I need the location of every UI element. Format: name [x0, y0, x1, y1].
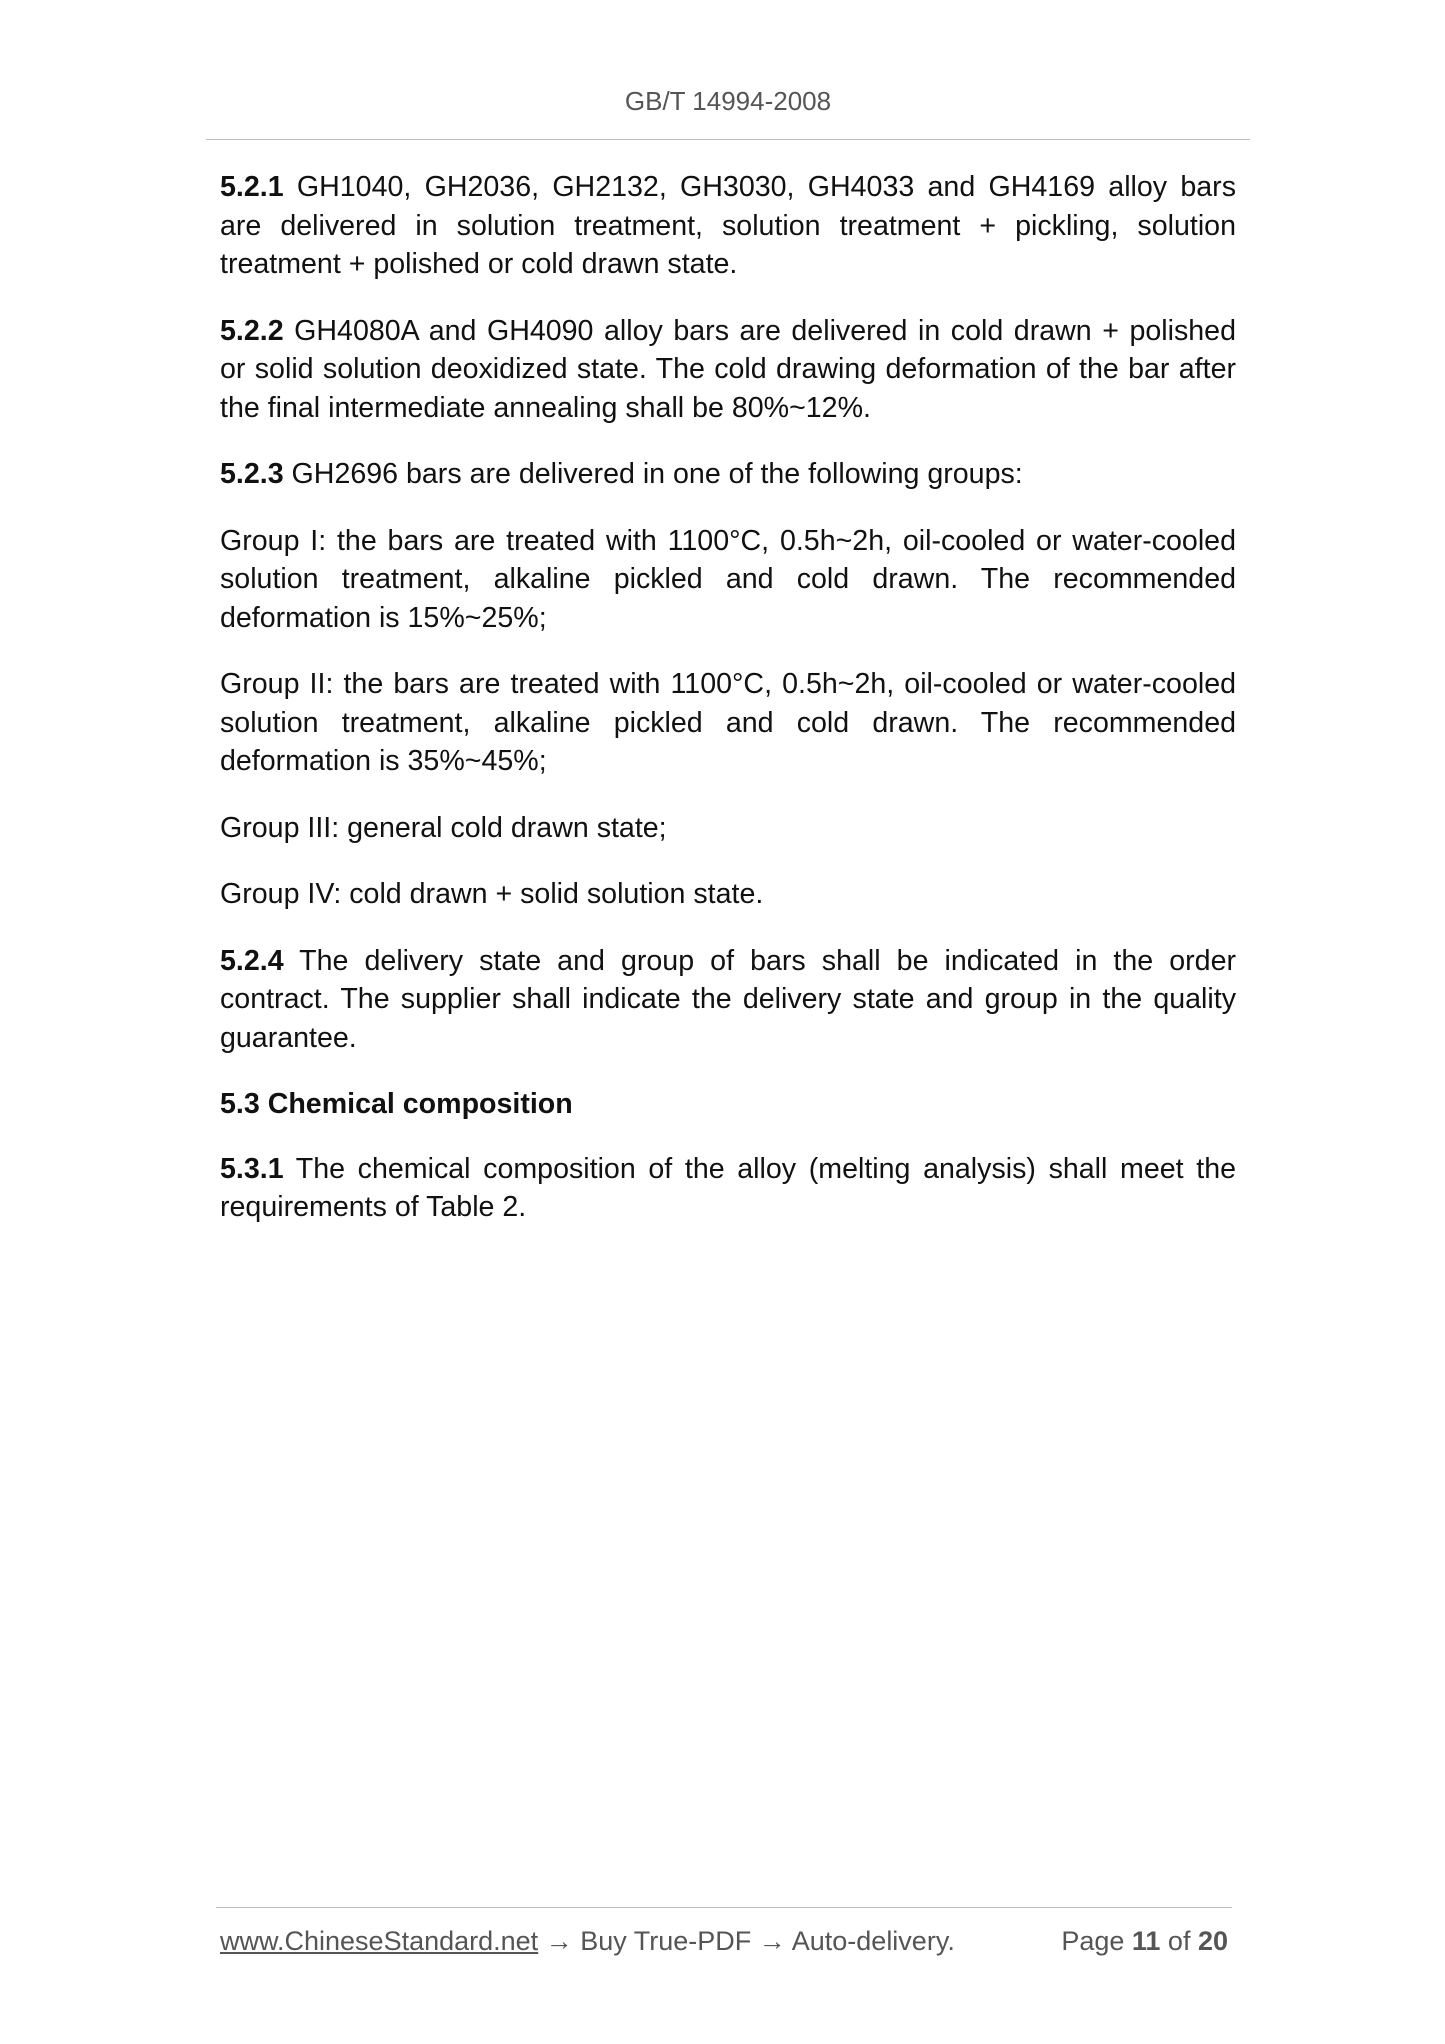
paragraph-5-2-1: [220, 168, 1236, 284]
footer-tagline: → Buy True-PDF → Auto-delivery.: [538, 1926, 955, 1956]
clause-number: 5.2.1: [220, 171, 284, 203]
section-heading-5-3: 5.3 Chemical composition: [220, 1088, 573, 1120]
page-header: [206, 86, 1250, 117]
footer-divider: [216, 1907, 1232, 1908]
paragraph-group-1: Group I: the bars are treated with 1100°C, 0.5h~2h, oil-cooled or water-cooled solution treatment, alkaline pickled and cold drawn. The recommended deformation is 15%~25%;: [220, 524, 1236, 634]
total-pages: 20: [1197, 1926, 1228, 1956]
header-divider: [206, 139, 1250, 140]
clause-number: 5.2.2: [220, 314, 284, 347]
clause-number: 5.2.4: [220, 944, 284, 977]
clause-text: GH1040, GH2036, GH2132, GH3030, GH4033 and GH4169 alloy bars are delivered in solution treatment, solution treatment + pickling, solution treatment + polished or cold drawn state.: [220, 171, 1236, 280]
clause-number: 5.2.3: [220, 458, 284, 490]
page-indicator: Page 11 of 20: [1061, 1926, 1228, 1956]
paragraph-5-2-2: [220, 312, 1236, 428]
clause-text: The chemical composition of the alloy (melting analysis) shall meet the requirements of Table 2.: [220, 1152, 1236, 1223]
paragraph-5-3-1: [220, 1150, 1236, 1227]
paragraph-5-2-3: [220, 455, 1236, 494]
current-page: 11: [1131, 1926, 1161, 1956]
document-body: [220, 168, 1236, 1255]
paragraph-5-2-4: [220, 942, 1236, 1058]
website-link[interactable]: www.ChineseStandard.net: [220, 1926, 539, 1956]
clause-text: GH2696 bars are delivered in one of the following groups:: [283, 458, 1023, 490]
clause-text: GH4080A and GH4090 alloy bars are delivered in cold drawn + polished or solid solution deoxidized state. The cold drawing deformation of the bar after the final intermediate annealing shall be 80%~12%.: [220, 314, 1236, 424]
clause-text: The delivery state and group of bars shall be indicated in the order contract. The supplier shall indicate the delivery state and group in the quality guarantee.: [220, 944, 1236, 1054]
paragraph-group-2: Group II: the bars are treated with 1100°C, 0.5h~2h, oil-cooled or water-cooled solution treatment, alkaline pickled and cold drawn. The recommended deformation is 35%~45%;: [220, 668, 1236, 777]
paragraph-group-3: Group III: general cold drawn state;: [220, 811, 667, 844]
page-footer: [220, 1926, 1228, 1957]
paragraph-group-4: Group IV: cold drawn + solid solution state.: [220, 878, 764, 910]
clause-number: 5.3.1: [220, 1152, 284, 1185]
document-id: GB/T 14994-2008: [624, 86, 832, 116]
